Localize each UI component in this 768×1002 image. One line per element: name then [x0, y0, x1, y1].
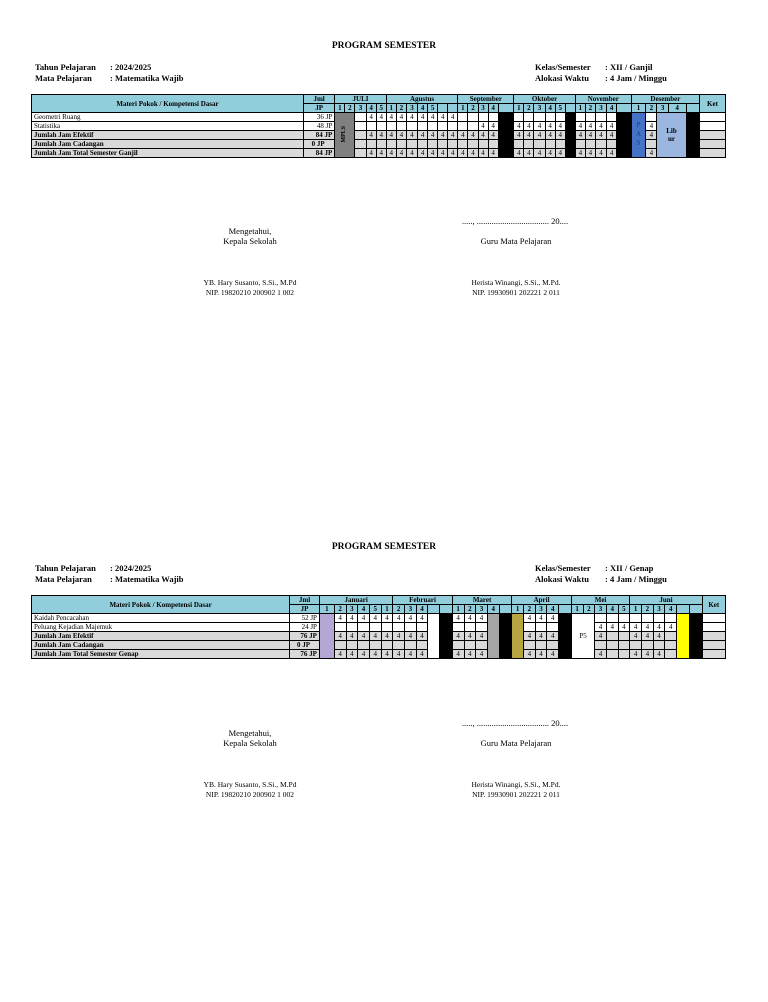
- week-num: 5: [369, 605, 381, 614]
- table-row: Jumlah Jam Efektif 84 JP 4 4 4 4 4 4 4 4 4 4 4 4 4 4 4 4 4 4 4 4 4 4 4: [32, 131, 726, 140]
- kepsek-nip: NIP. 19820210 200902 1 002: [205, 288, 295, 297]
- week-num: 2: [345, 104, 355, 113]
- kepsek-nip: NIP. 19820210 200902 1 002: [205, 790, 295, 799]
- event-block-purple: [319, 614, 334, 659]
- pas-block: [631, 113, 646, 158]
- guru-name: Herista Winangi, S.Si., M.Pd.: [471, 780, 561, 789]
- week-num: 2: [464, 605, 476, 614]
- week-num: 2: [393, 605, 405, 614]
- row-jp: 0 JP: [303, 140, 334, 149]
- info-left: [35, 62, 184, 84]
- month-maret: Maret: [452, 596, 512, 605]
- week-num: [617, 104, 632, 113]
- header-materi: Materi Pokok / Kompetensi Dasar: [32, 596, 290, 614]
- week-num: [440, 605, 453, 614]
- month-juni: Juni: [630, 596, 702, 605]
- kepsek-identity: [160, 780, 340, 800]
- libur-block: [657, 113, 686, 158]
- week-num: 4: [665, 605, 677, 614]
- week-num: 3: [595, 104, 606, 113]
- week-num: [559, 605, 572, 614]
- row-name: Geometri Ruang: [32, 113, 304, 122]
- guru-nip: NIP. 19930901 202221 2 011: [472, 790, 560, 799]
- week-num: 2: [641, 605, 653, 614]
- week-num: [677, 605, 690, 614]
- month-oktober: Oktober: [514, 95, 576, 104]
- week-num: [686, 104, 699, 113]
- row-jp: 36 JP: [303, 113, 334, 122]
- week-num: 2: [334, 605, 346, 614]
- week-num: 1: [386, 104, 396, 113]
- semester-table: [31, 595, 726, 659]
- mpls-label: MPLS: [341, 125, 348, 143]
- kelas-label: Kelas/Semester: [535, 62, 591, 72]
- header-ket: Ket: [702, 596, 725, 614]
- week-num: 5: [428, 104, 438, 113]
- month-juli: JULI: [335, 95, 386, 104]
- row-name: Jumlah Jam Efektif: [32, 131, 304, 140]
- week-num: 3: [405, 605, 417, 614]
- libur-label: Libur: [666, 127, 677, 143]
- table-row: Geometri Ruang 36 JP MPLS 4 4 4 4 4 4 4 4 4 PAS Libur: [32, 113, 726, 122]
- row-name: Jumlah Jam Cadangan: [32, 641, 290, 650]
- row-jp: 76 JP: [290, 632, 320, 641]
- week-num: 3: [653, 605, 665, 614]
- week-num: 4: [418, 104, 428, 113]
- table-row: Jumlah Jam Total Semester Genap 76 JP 4 4 4 4 4 4 4 4 4 4 4 4 4 4 4 4 4 4: [32, 650, 726, 659]
- month-februari: Februari: [393, 596, 453, 605]
- month-desember: Desember: [631, 95, 699, 104]
- alokasi-label: Alokasi Waktu: [535, 574, 589, 584]
- mengetahui-label: Mengetahui,: [228, 226, 272, 236]
- month-agustus: Agustus: [386, 95, 458, 104]
- semester-ganjil-page: [0, 0, 768, 500]
- week-num: [565, 104, 575, 113]
- info-right: [535, 62, 667, 84]
- header-jp: JP: [290, 605, 320, 614]
- p5-block: [571, 614, 594, 659]
- p5-label: P5: [579, 632, 587, 640]
- pas-label: PAS: [634, 120, 643, 148]
- kepsek-name: YB. Hary Susanto, S.Si., M.Pd: [203, 278, 297, 287]
- mapel-label: Mata Pelajaran: [35, 574, 92, 584]
- signature-right: [436, 738, 596, 748]
- week-num: 5: [618, 605, 630, 614]
- week-num: 2: [468, 104, 478, 113]
- table-row: Jumlah Jam Total Semester Ganjil 84 JP 4 4 4 4 4 4 4 4 4 4 4 4 4 4 4 4 4 4 4 4 4 4 4: [32, 149, 726, 158]
- event-block-white: [428, 614, 440, 659]
- row-name: Jumlah Jam Total Semester Genap: [32, 650, 290, 659]
- guru-nip: NIP. 19930901 202221 2 011: [472, 288, 560, 297]
- kelas-value: : XII / Genap: [605, 563, 654, 573]
- row-name: Jumlah Jam Efektif: [32, 632, 290, 641]
- kepsek-label: Kepala Sekolah: [223, 738, 277, 748]
- tahun-value: : 2024/2025: [110, 563, 152, 573]
- week-num: 3: [355, 104, 366, 113]
- header-materi: Materi Pokok / Kompetensi Dasar: [32, 95, 304, 113]
- guru-label: Guru Mata Pelajaran: [480, 236, 552, 246]
- week-num: 2: [585, 104, 595, 113]
- header-ket: Ket: [699, 95, 725, 113]
- semester-genap-page: [0, 503, 768, 1002]
- header-jml: Jml: [303, 95, 334, 104]
- week-num: 3: [534, 104, 545, 113]
- row-jp: 52 JP: [290, 614, 320, 623]
- info-left: [35, 563, 184, 585]
- signature-left: [170, 728, 330, 748]
- week-num: 1: [514, 104, 524, 113]
- table-row: Jumlah Jam Efektif 76 JP 4 4 4 4 4 4 4 4 4 4 4 4 4 4 4 4 4 4: [32, 632, 726, 641]
- row-jp: 0 JP: [290, 641, 320, 650]
- week-num: [498, 104, 514, 113]
- guru-identity: [426, 278, 606, 298]
- week-num: 2: [646, 104, 657, 113]
- semester-table: [31, 94, 726, 158]
- alokasi-value: : 4 Jam / Minggu: [605, 73, 667, 83]
- week-num: 4: [366, 104, 376, 113]
- week-num: 4: [487, 605, 499, 614]
- week-num: 3: [535, 605, 547, 614]
- row-jp: 48 JP: [303, 122, 334, 131]
- week-num: [428, 605, 440, 614]
- week-num: [499, 605, 512, 614]
- week-num: 3: [406, 104, 417, 113]
- month-november: November: [575, 95, 631, 104]
- week-num: 1: [319, 605, 334, 614]
- header-jml: Jml: [290, 596, 320, 605]
- mapel-value: : Matematika Wajib: [110, 73, 184, 83]
- week-num: 1: [381, 605, 393, 614]
- week-num: [438, 104, 448, 113]
- week-num: [689, 605, 702, 614]
- row-name: Jumlah Jam Total Semester Ganjil: [32, 149, 304, 158]
- week-num: 1: [335, 104, 345, 113]
- row-name: Jumlah Jam Cadangan: [32, 140, 304, 149]
- page-title: PROGRAM SEMESTER: [331, 41, 437, 51]
- week-num: 1: [452, 605, 464, 614]
- week-num: 1: [458, 104, 468, 113]
- mengetahui-label: Mengetahui,: [228, 728, 272, 738]
- mapel-label: Mata Pelajaran: [35, 73, 92, 83]
- kepsek-identity: [160, 278, 340, 298]
- row-name: Kaidah Pencacahan: [32, 614, 290, 623]
- event-block-gray: [487, 614, 499, 659]
- week-num: 2: [524, 605, 536, 614]
- header-jp: JP: [303, 104, 334, 113]
- row-name: Peluang Kejadian Majemuk: [32, 623, 290, 632]
- place-date: ....., .................................. 20....: [461, 216, 569, 226]
- alokasi-value: : 4 Jam / Minggu: [605, 574, 667, 584]
- week-num: 3: [657, 104, 668, 113]
- table-row: [32, 140, 726, 149]
- kepsek-name: YB. Hary Susanto, S.Si., M.Pd: [203, 780, 297, 789]
- row-jp: 24 JP: [290, 623, 320, 632]
- kepsek-label: Kepala Sekolah: [223, 236, 277, 246]
- row-name: Statistika: [32, 122, 304, 131]
- week-num: 1: [631, 104, 646, 113]
- alokasi-label: Alokasi Waktu: [535, 73, 589, 83]
- event-block-olive: [512, 614, 524, 659]
- week-num: 4: [545, 104, 555, 113]
- week-num: 4: [416, 605, 428, 614]
- week-num: 4: [606, 605, 618, 614]
- tahun-value: : 2024/2025: [110, 62, 152, 72]
- week-num: 1: [575, 104, 585, 113]
- month-september: September: [458, 95, 514, 104]
- week-num: 4: [358, 605, 370, 614]
- table-row: [32, 641, 726, 650]
- table-row: Kaidah Pencacahan 52 JP 4 4 4 4 4 4 4 4 4 4 4 4 4 4 P5: [32, 614, 726, 623]
- week-num: 3: [595, 605, 607, 614]
- week-num: [448, 104, 458, 113]
- week-num: 3: [476, 605, 488, 614]
- guru-name: Herista Winangi, S.Si., M.Pd.: [471, 278, 561, 287]
- week-num: 4: [668, 104, 686, 113]
- row-jp: 76 JP: [290, 650, 320, 659]
- row-jp: 84 JP: [303, 149, 334, 158]
- week-num: 4: [607, 104, 617, 113]
- week-num: 1: [571, 605, 583, 614]
- mapel-value: : Matematika Wajib: [110, 574, 184, 584]
- table-row: Statistika 48 JP 4 4 4 4 4 4 4 4 4 4 4 4: [32, 122, 726, 131]
- week-num: 1: [512, 605, 524, 614]
- info-right: [535, 563, 667, 585]
- kelas-label: Kelas/Semester: [535, 563, 591, 573]
- month-april: April: [512, 596, 572, 605]
- signature-left: [170, 226, 330, 246]
- mpls-block: [335, 113, 355, 158]
- week-num: 5: [555, 104, 565, 113]
- week-num: 4: [547, 605, 559, 614]
- signature-right: [436, 236, 596, 246]
- tahun-label: Tahun Pelajaran: [35, 62, 96, 72]
- week-num: 3: [346, 605, 358, 614]
- month-januari: Januari: [319, 596, 392, 605]
- tahun-label: Tahun Pelajaran: [35, 563, 96, 573]
- week-num: 3: [478, 104, 488, 113]
- event-block-yellow: [677, 614, 690, 659]
- week-num: 2: [583, 605, 595, 614]
- row-jp: 84 JP: [303, 131, 334, 140]
- week-num: 4: [488, 104, 498, 113]
- month-mei: Mei: [571, 596, 629, 605]
- week-num: 2: [524, 104, 534, 113]
- place-date: ....., .................................. 20....: [461, 718, 569, 728]
- guru-identity: [426, 780, 606, 800]
- page-title: PROGRAM SEMESTER: [331, 542, 437, 552]
- kelas-value: : XII / Ganjil: [605, 62, 653, 72]
- table-row: Peluang Kejadian Majemuk 24 JP 4 4 4 4 4 4 4: [32, 623, 726, 632]
- week-num: 1: [630, 605, 642, 614]
- week-num: 5: [376, 104, 386, 113]
- week-num: 2: [396, 104, 406, 113]
- guru-label: Guru Mata Pelajaran: [480, 738, 552, 748]
